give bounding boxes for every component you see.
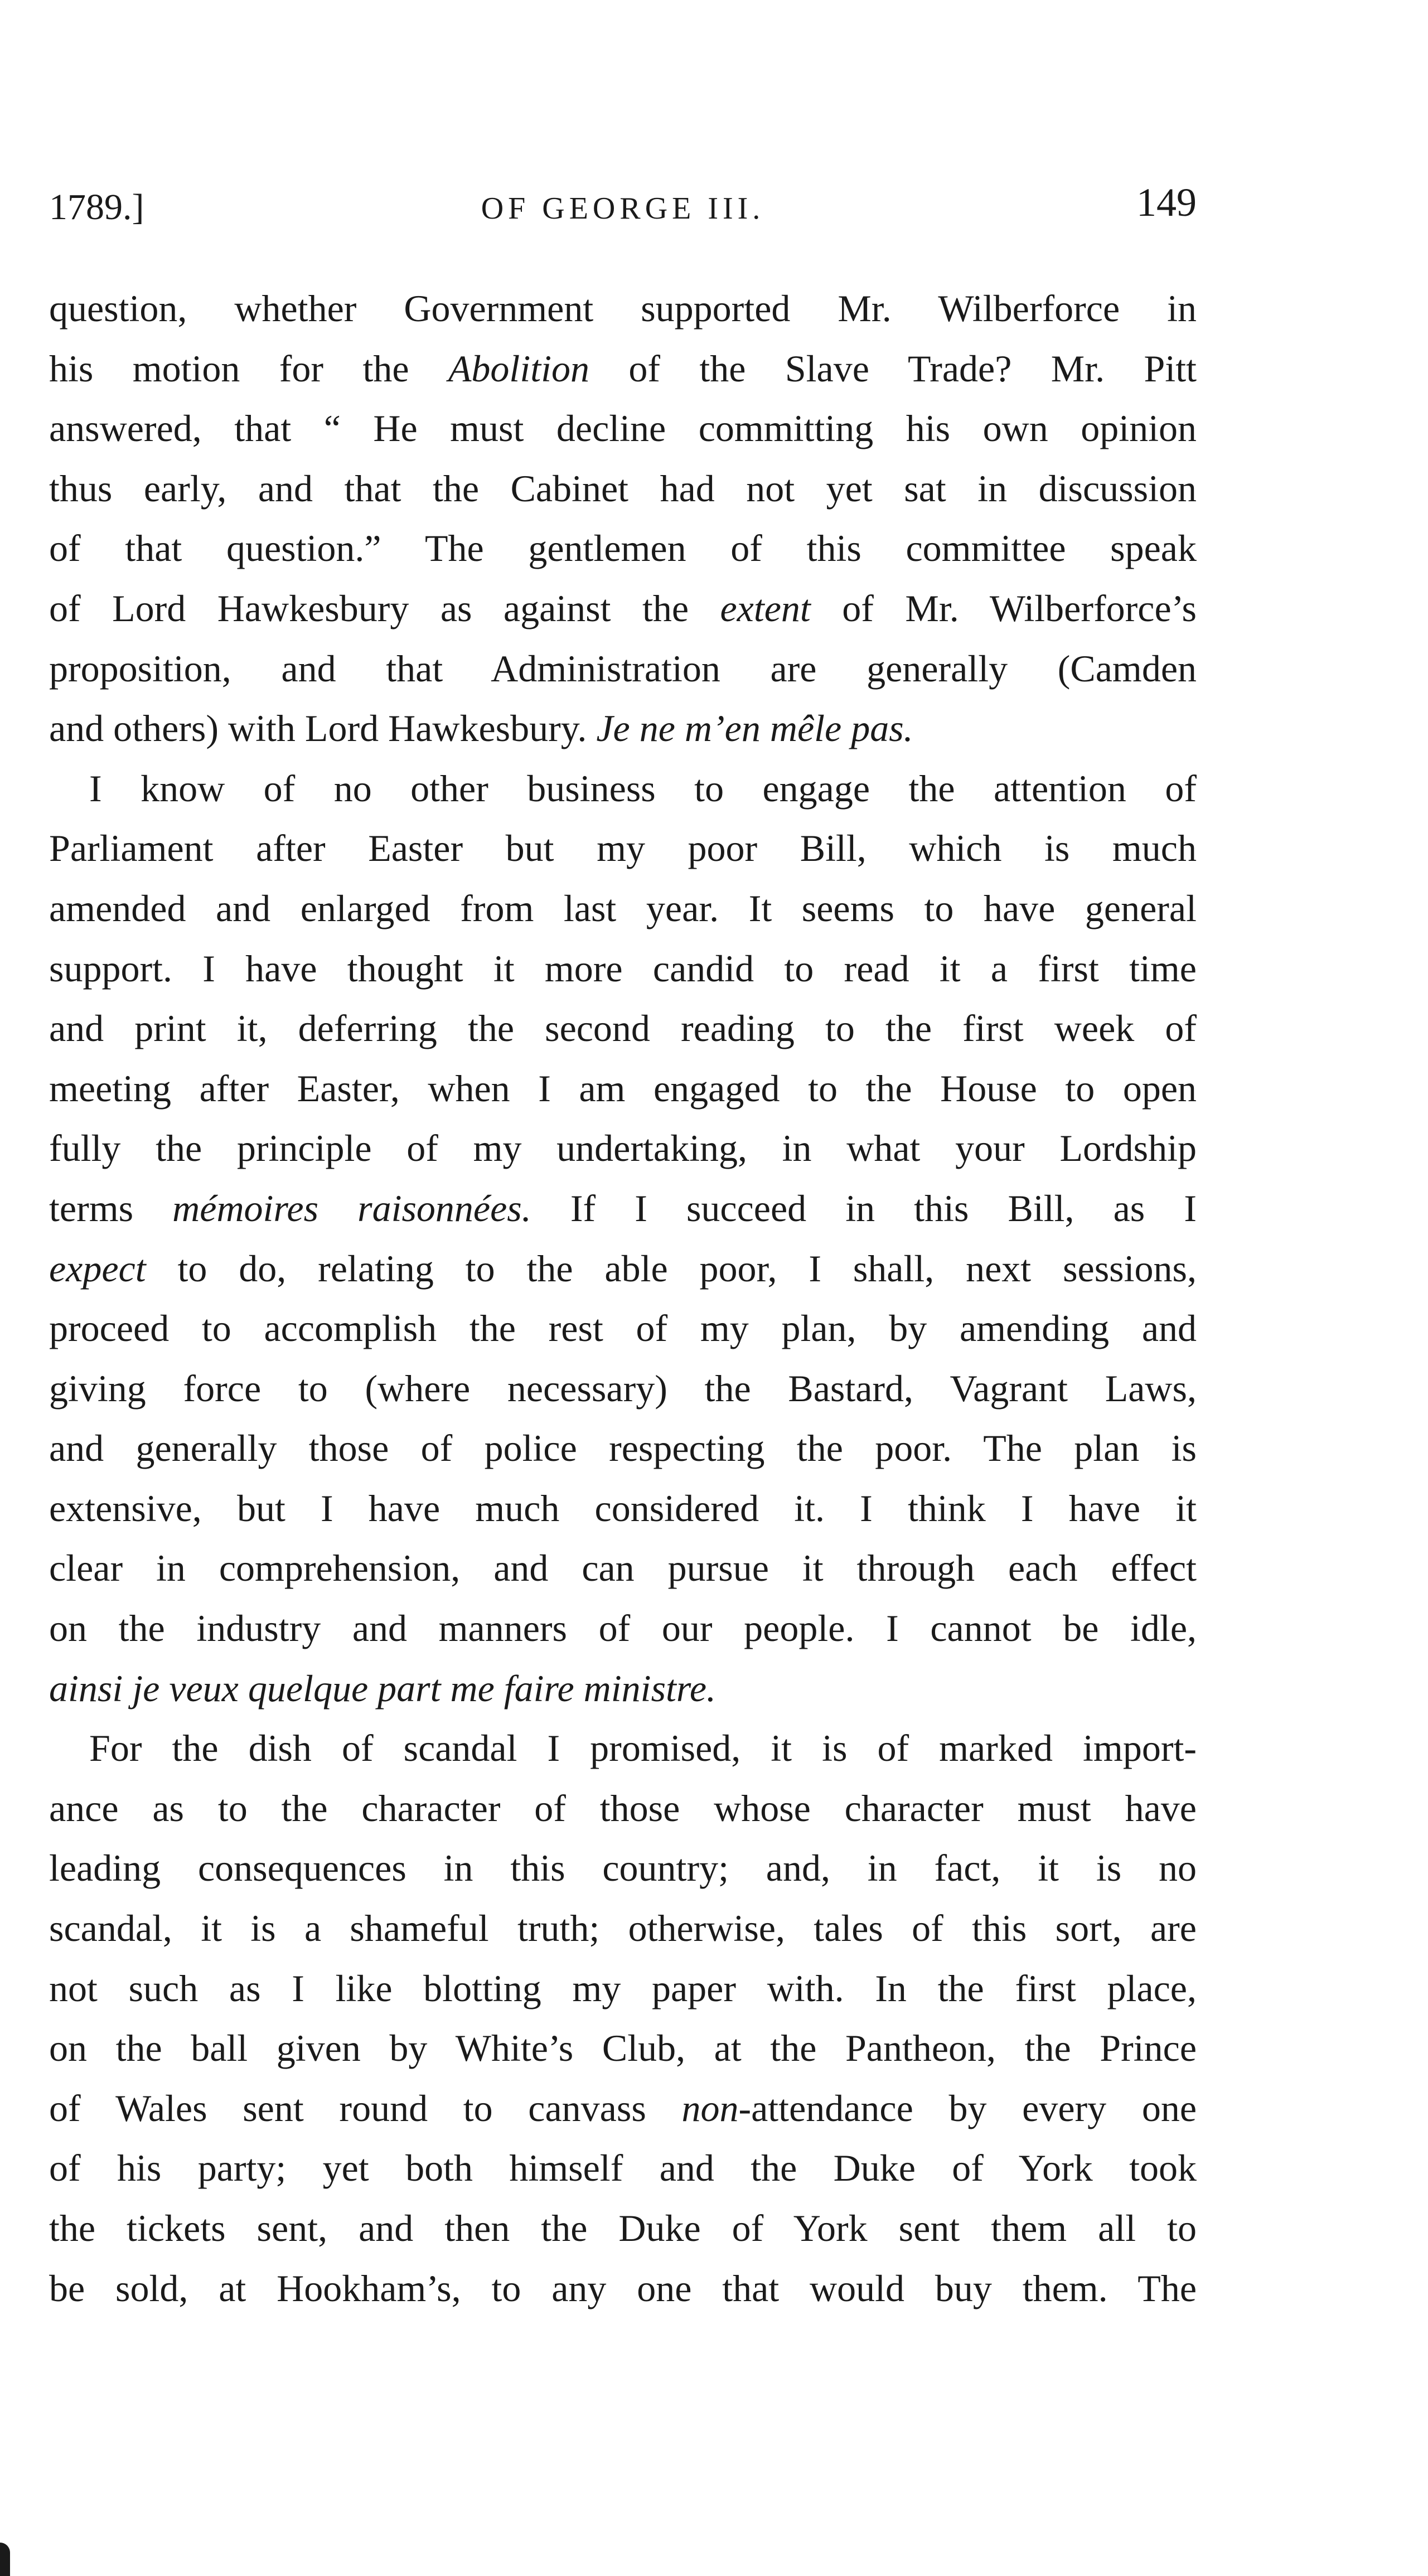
text-line [49,1838,1197,1899]
text-line [49,1179,1197,1239]
text-segment: scandal, it is a shameful truth; otherwise, tales of this sort, are [49,1907,1197,1950]
text-line [49,1959,1197,2019]
text-line [49,2079,1197,2139]
text-line [49,1359,1197,1419]
text-line [49,999,1197,1059]
page-header [49,180,1197,235]
text-segment: of Lord Hawkesbury as against the [49,587,720,630]
text-segment: I know of no other business to engage the attention of [89,767,1197,810]
running-title: OF GEORGE III. [481,191,765,226]
text-segment: thus early, and that the Cabinet had not yet sat in discussion [49,467,1197,510]
text-segment: on the ball given by White’s Club, at the Pantheon, the Prince [49,2027,1197,2070]
text-line [49,339,1197,399]
text-segment: giving force to (where necessary) the Bastard, Vagrant Laws, [49,1367,1197,1410]
text-segment: of Wales sent round to canvass [49,2086,682,2129]
text-line [49,399,1197,459]
text-line [49,279,1197,339]
text-line [49,2259,1197,2319]
text-line [49,1779,1197,1839]
text-segment: support. I have thought it more candid to read it a first time [49,947,1197,990]
text-segment: be sold, at Hookham’s, to any one that would buy them. The [49,2267,1197,2309]
text-line [49,1299,1197,1359]
text-segment: Parliament after Easter but my poor Bill, which is much [49,827,1197,870]
text-line [49,1118,1197,1179]
text-segment: If I succeed in this Bill, as I [531,1187,1197,1229]
text-segment: answered, that “ He must decline committing his own opinion [49,407,1197,450]
text-line [49,1599,1197,1659]
italic-text: Je ne m’en mêle pas. [596,707,913,750]
italic-text: non [681,2086,739,2129]
text-line [49,459,1197,519]
text-segment: and others) with Lord Hawkesbury. [49,707,597,750]
text-segment: For the dish of scandal I promised, it is of marked import- [89,1727,1197,1770]
italic-text: extent [720,587,811,630]
text-segment: of that question.” The gentlemen of this committee speak [49,527,1197,570]
text-segment: the tickets sent, and then the Duke of York sent them all to [49,2207,1197,2249]
text-line [49,579,1197,639]
text-line [49,2018,1197,2079]
text-line [49,939,1197,999]
page-number: 149 [1136,180,1197,225]
text-line [49,2199,1197,2259]
text-segment: -attendance by every one [738,2086,1197,2129]
text-line [49,1899,1197,1959]
text-line [49,519,1197,579]
text-segment: of Mr. Wilberforce’s [810,587,1197,630]
text-segment: fully the principle of my undertaking, in what your Lordship [49,1127,1197,1170]
body-text [49,279,1197,2318]
text-segment: proceed to accomplish the rest of my plan, by amending and [49,1307,1197,1350]
text-line [49,1059,1197,1119]
text-segment: not such as I like blotting my paper with. In the first place, [49,1967,1197,2010]
header-year: 1789.] [49,187,144,227]
text-line [49,1479,1197,1539]
italic-text: expect [49,1247,146,1290]
text-line [49,1659,1197,1719]
text-segment: ance as to the character of those whose character must have [49,1786,1197,1829]
text-segment: on the industry and manners of our people. I cannot be idle, [49,1607,1197,1650]
text-line [49,1718,1197,1779]
text-segment: and print it, deferring the second reading to the first week of [49,1007,1197,1050]
text-line [49,1418,1197,1479]
text-segment: terms [49,1187,173,1229]
text-segment: proposition, and that Administration are generally (Camden [49,647,1197,690]
text-segment: clear in comprehension, and can pursue it through each effect [49,1547,1197,1590]
text-segment: of his party; yet both himself and the Duke of York took [49,2147,1197,2190]
text-segment: meeting after Easter, when I am engaged to the House to open [49,1067,1197,1110]
text-line [49,2138,1197,2199]
text-segment: leading consequences in this country; and, in fact, it is no [49,1847,1197,1890]
text-line [49,819,1197,879]
italic-text: ainsi je veux quelque part me faire ministre. [49,1667,717,1710]
text-segment: and generally those of police respecting the poor. The plan is [49,1427,1197,1470]
text-line [49,699,1197,759]
text-segment: of the Slave Trade? Mr. Pitt [589,347,1197,390]
italic-text: mémoires raisonnées. [172,1187,531,1229]
page-edge-mark [0,2543,10,2576]
text-line [49,1538,1197,1599]
text-segment: to do, relating to the able poor, I shall, next sessions, [146,1247,1197,1290]
text-segment: amended and enlarged from last year. It seems to have general [49,887,1197,929]
text-line [49,639,1197,699]
italic-text: Abolition [448,347,589,390]
text-line [49,879,1197,939]
text-line [49,1239,1197,1299]
text-segment: his motion for the [49,347,448,390]
text-segment: question, whether Government supported Mr. Wilberforce in [49,287,1197,330]
text-segment: extensive, but I have much considered it. I think I have it [49,1486,1197,1529]
text-line [49,759,1197,819]
